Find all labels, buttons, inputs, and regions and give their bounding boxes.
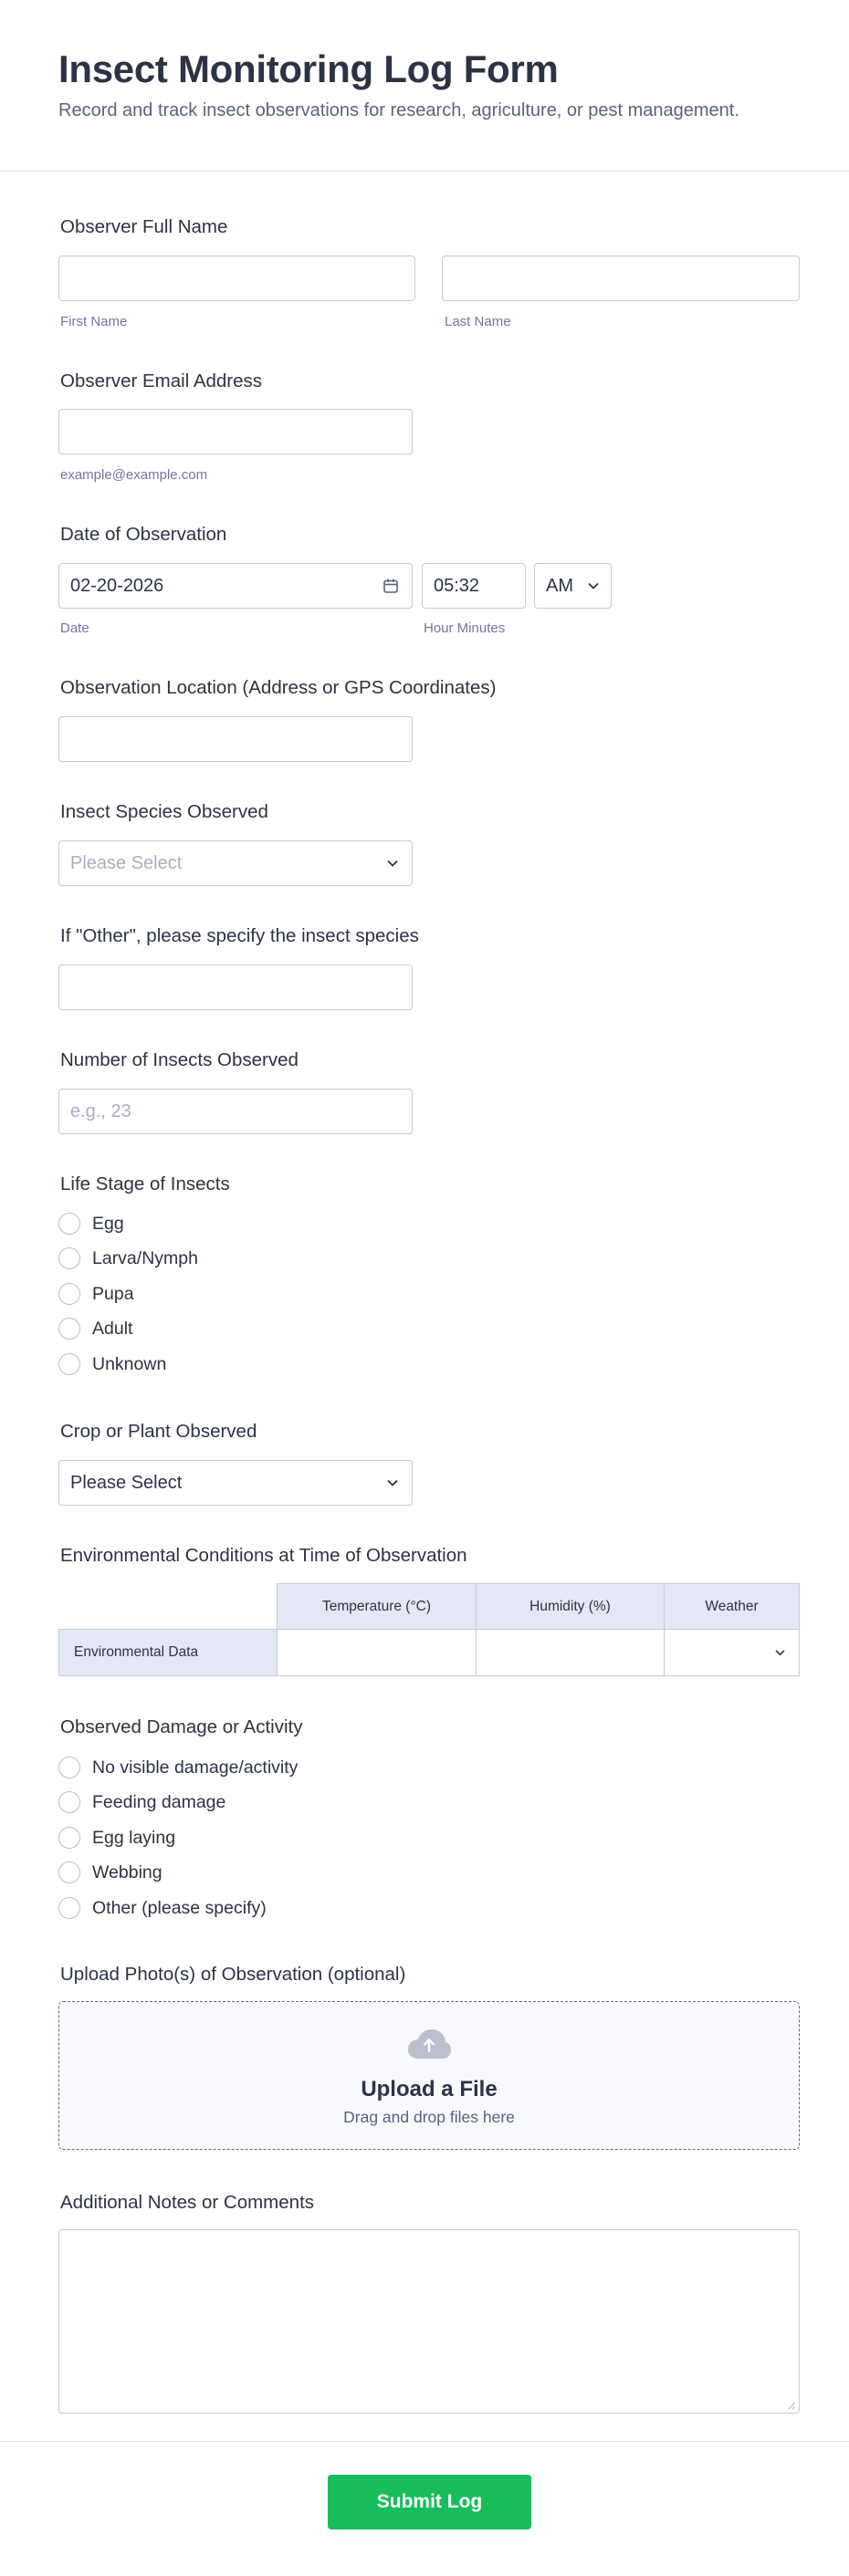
count-placeholder: e.g., 23 — [70, 1100, 131, 1121]
radio-circle[interactable] — [58, 1247, 80, 1269]
location-input[interactable] — [58, 716, 413, 762]
radio-option[interactable]: Egg — [58, 1212, 124, 1236]
radio-circle[interactable] — [58, 1897, 80, 1919]
matrix-row-label: Environmental Data — [58, 1629, 278, 1676]
temperature-input[interactable] — [277, 1629, 477, 1676]
matrix-column-header: Humidity (%) — [476, 1583, 665, 1630]
radio-option[interactable]: Webbing — [58, 1861, 162, 1884]
radio-circle[interactable] — [58, 1827, 80, 1849]
radio-option[interactable]: Unknown — [58, 1352, 166, 1376]
resize-handle-icon[interactable] — [787, 2401, 796, 2410]
ampm-value: AM — [546, 575, 573, 596]
environment-label: Environmental Conditions at Time of Observation — [60, 1545, 467, 1566]
time-input[interactable]: 05:32 — [422, 563, 526, 609]
matrix-column-header: Temperature (°C) — [277, 1583, 477, 1630]
calendar-icon[interactable] — [383, 578, 399, 594]
first-name-sublabel: First Name — [60, 314, 128, 329]
weather-select[interactable] — [664, 1629, 800, 1676]
radio-circle[interactable] — [58, 1757, 80, 1778]
radio-circle[interactable] — [58, 1353, 80, 1375]
upload-label: Upload Photo(s) of Observation (optional) — [60, 1964, 406, 1985]
environment-matrix — [58, 1583, 800, 1676]
radio-circle[interactable] — [58, 1862, 80, 1883]
email-sublabel: example@example.com — [60, 467, 208, 483]
radio-option[interactable]: Other (please specify) — [58, 1896, 267, 1920]
date-sublabel: Date — [60, 621, 89, 636]
species-select[interactable] — [58, 840, 413, 886]
chevron-down-icon — [587, 582, 600, 590]
page-title: Insect Monitoring Log Form — [58, 47, 559, 90]
species-label: Insect Species Observed — [60, 801, 268, 822]
damage-label: Observed Damage or Activity — [60, 1716, 303, 1737]
radio-option[interactable]: Egg laying — [58, 1826, 175, 1850]
page-subtitle: Record and track insect observations for research, agriculture, or pest management. — [58, 100, 739, 120]
radio-option[interactable]: No visible damage/activity — [58, 1756, 298, 1779]
observer-name-label: Observer Full Name — [60, 216, 228, 237]
count-label: Number of Insects Observed — [60, 1049, 299, 1070]
time-sublabel: Hour Minutes — [424, 621, 506, 636]
crop-value: Please Select — [70, 1472, 183, 1493]
radio-circle[interactable] — [58, 1213, 80, 1235]
count-input[interactable] — [58, 1089, 413, 1134]
radio-circle[interactable] — [58, 1318, 80, 1340]
crop-select[interactable] — [58, 1460, 413, 1506]
life-stage-label: Life Stage of Insects — [60, 1173, 230, 1194]
radio-option[interactable]: Feeding damage — [58, 1790, 225, 1814]
species-other-label: If "Other", please specify the insect species — [60, 925, 419, 946]
last-name-input[interactable] — [442, 256, 800, 301]
submit-button[interactable]: Submit Log — [328, 2475, 531, 2529]
notes-label: Additional Notes or Comments — [60, 2192, 315, 2213]
email-input[interactable] — [58, 409, 413, 454]
cloud-upload-icon — [406, 2028, 452, 2060]
radio-option[interactable]: Adult — [58, 1317, 132, 1340]
date-value: 02-20-2026 — [70, 575, 164, 596]
date-input[interactable] — [58, 563, 413, 609]
chevron-down-icon — [774, 1649, 786, 1656]
humidity-input[interactable] — [476, 1629, 665, 1676]
location-label: Observation Location (Address or GPS Coordinates) — [60, 677, 497, 698]
species-placeholder: Please Select — [70, 852, 183, 873]
form-header — [0, 0, 849, 172]
upload-subtitle: Drag and drop files here — [343, 2108, 515, 2126]
notes-textarea[interactable] — [58, 2229, 800, 2414]
radio-option[interactable]: Larva/Nymph — [58, 1246, 198, 1270]
ampm-select[interactable] — [534, 563, 612, 609]
file-upload-dropzone[interactable] — [58, 2001, 800, 2150]
radio-circle[interactable] — [58, 1283, 80, 1305]
upload-title: Upload a File — [361, 2077, 498, 2101]
last-name-sublabel: Last Name — [445, 314, 511, 329]
radio-circle[interactable] — [58, 1791, 80, 1813]
matrix-column-header: Weather — [664, 1583, 800, 1630]
chevron-down-icon — [386, 860, 399, 868]
species-other-input[interactable] — [58, 965, 413, 1010]
first-name-input[interactable] — [58, 256, 415, 301]
chevron-down-icon — [386, 1479, 399, 1487]
crop-label: Crop or Plant Observed — [60, 1421, 257, 1442]
email-label: Observer Email Address — [60, 370, 263, 391]
radio-option[interactable]: Pupa — [58, 1282, 134, 1306]
date-label: Date of Observation — [60, 524, 227, 545]
